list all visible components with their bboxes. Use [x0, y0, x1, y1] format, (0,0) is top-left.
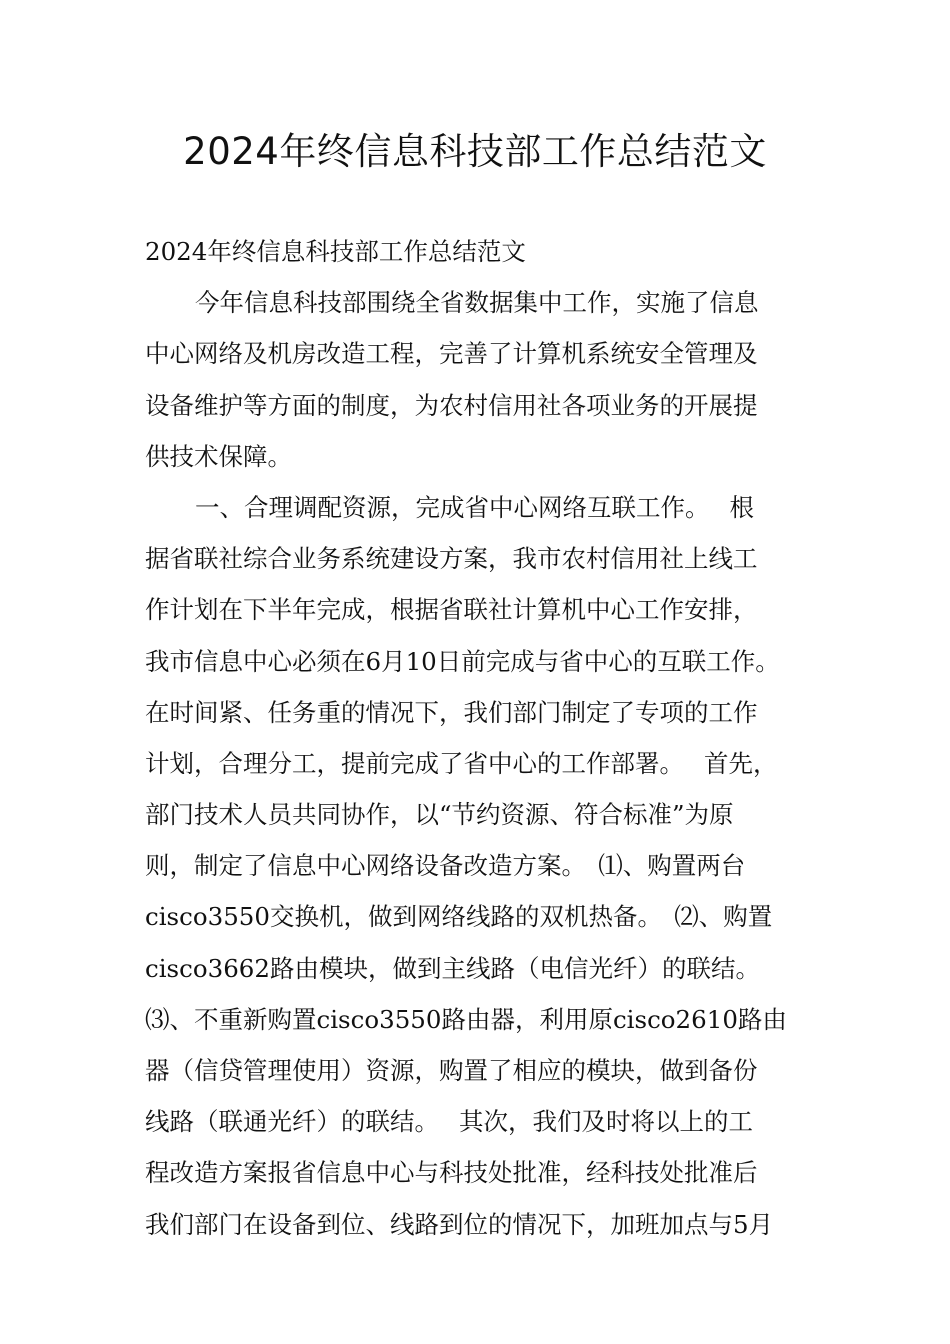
paragraph-line: 计划，合理分工，提前完成了省中心的工作部署。 首先，	[145, 748, 778, 778]
paragraph-line: 中心网络及机房改造工程，完善了计算机系统安全管理及	[145, 339, 758, 369]
paragraph-line: 我们部门在设备到位、线路到位的情况下，加班加点与5月	[145, 1209, 774, 1239]
paragraph-line: cisco3662路由模块，做到主线路（电信光纤）的联结。	[145, 953, 760, 983]
paragraph-line: ⑶、不重新购置cisco3550路由器，利用原cisco2610路由	[145, 1004, 787, 1034]
paragraph-line: 器（信贷管理使用）资源，购置了相应的模块，做到备份	[145, 1056, 758, 1085]
paragraph-line: 据省联社综合业务系统建设方案，我市农村信用社上线工	[145, 544, 758, 574]
paragraph-line: 则，制定了信息中心网络设备改造方案。 ⑴、购置两台	[145, 851, 746, 881]
paragraph-line: 今年信息科技部围绕全省数据集中工作，实施了信息	[195, 288, 759, 318]
paragraph-line: cisco3550交换机，做到网络线路的双机热备。 ⑵、购置	[145, 902, 773, 932]
paragraph-line: 程改造方案报省信息中心与科技处批准，经科技处批准后	[145, 1158, 758, 1188]
subtitle-line: 2024年终信息科技部工作总结范文	[145, 237, 526, 266]
paragraph-line: 设备维护等方面的制度，为农村信用社各项业务的开展提	[145, 390, 758, 420]
document-body	[145, 226, 810, 1250]
paragraph-line: 部门技术人员共同协作，以“节约资源、符合标准”为原	[145, 800, 734, 830]
paragraph-line: 作计划在下半年完成，根据省联社计算机中心工作安排，	[145, 595, 758, 625]
paragraph-line: 供技术保障。	[145, 441, 292, 471]
paragraph-line: 线路（联通光纤）的联结。 其次，我们及时将以上的工	[145, 1107, 754, 1137]
paragraph-line: 一、合理调配资源，完成省中心网络互联工作。 根	[195, 492, 755, 522]
paragraph-line: 我市信息中心必须在6月10日前完成与省中心的互联工作。	[145, 646, 780, 676]
document-title: 2024年终信息科技部工作总结范文	[183, 130, 767, 173]
paragraph-line: 在时间紧、任务重的情况下，我们部门制定了专项的工作	[145, 697, 758, 727]
